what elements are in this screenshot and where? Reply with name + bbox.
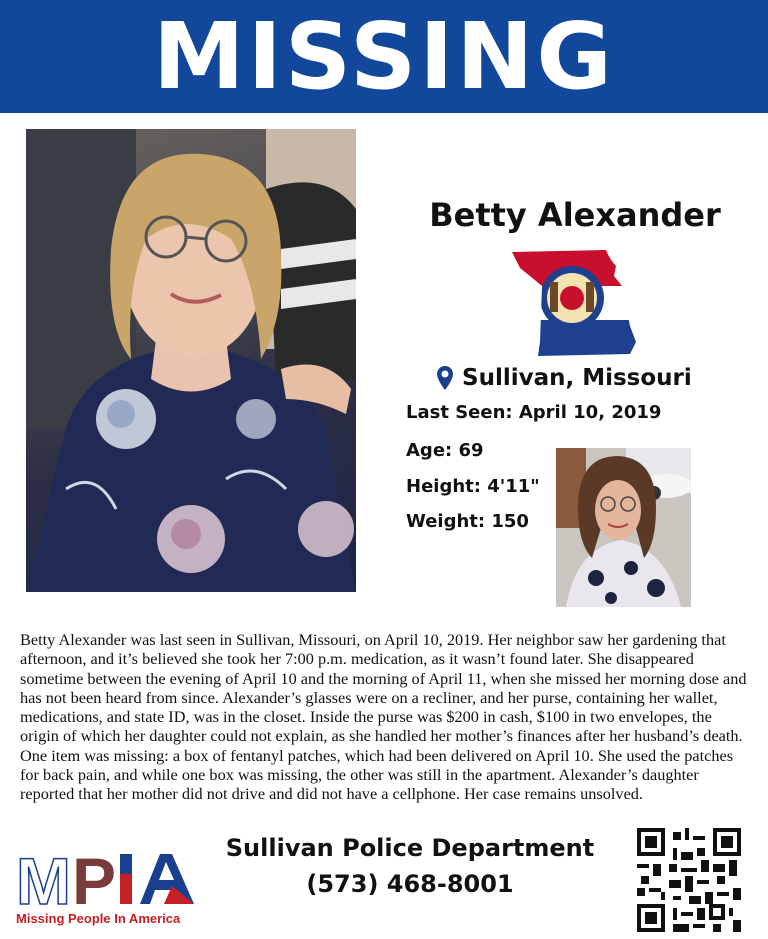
banner-title: MISSING xyxy=(153,2,615,110)
main-photo xyxy=(26,129,356,592)
missouri-flag-map-icon xyxy=(510,246,638,358)
location-line xyxy=(436,362,692,394)
case-narrative: Betty Alexander was last seen in Sullivan, Missouri, on April 10, 2019. Her neighbor saw her gardening that afternoon, and it’s believed she took her 7:00 p.m. medication, as it wasn’t found later. She disappeared sometime between the evening of April 10 and the morning of April 11, when she missed her morning dose and has not been heard from since. Alexander’s glasses were on a recliner, and her purse, containing her wallet, medications, and state ID, was in the closet. Inside the purse was $200 in cash, $100 in two envelopes, the origin of which her daughter could not explain, as she handled her mother’s finances after her husband’s death. One item was missing: a box of fentanyl patches, which had been delivered on April 10. She used the patches for back pain, and while one box was missing, the other was still in the apartment. Alexander’s daughter reported that her mother did not drive and did not have a cellphone. Her case remains unsolved. xyxy=(20,630,747,804)
logo-tagline: Missing People In America xyxy=(16,911,181,926)
location-text: Sullivan, Missouri xyxy=(462,365,692,391)
police-department: Sullivan Police Department xyxy=(225,834,595,862)
last-seen: Last Seen: April 10, 2019 xyxy=(406,402,662,423)
weight: Weight: 150 xyxy=(406,511,529,532)
missing-banner xyxy=(0,0,768,113)
svg-text:M: M xyxy=(16,846,69,910)
map-pin-icon xyxy=(436,365,454,391)
svg-text:P: P xyxy=(72,846,117,910)
height: Height: 4'11" xyxy=(406,476,540,497)
age: Age: 69 xyxy=(406,440,484,461)
secondary-photo xyxy=(556,448,691,607)
person-name: Betty Alexander xyxy=(429,196,721,234)
contact-phone[interactable]: (573) 468-8001 xyxy=(306,870,514,898)
qr-code-icon[interactable] xyxy=(637,828,741,932)
